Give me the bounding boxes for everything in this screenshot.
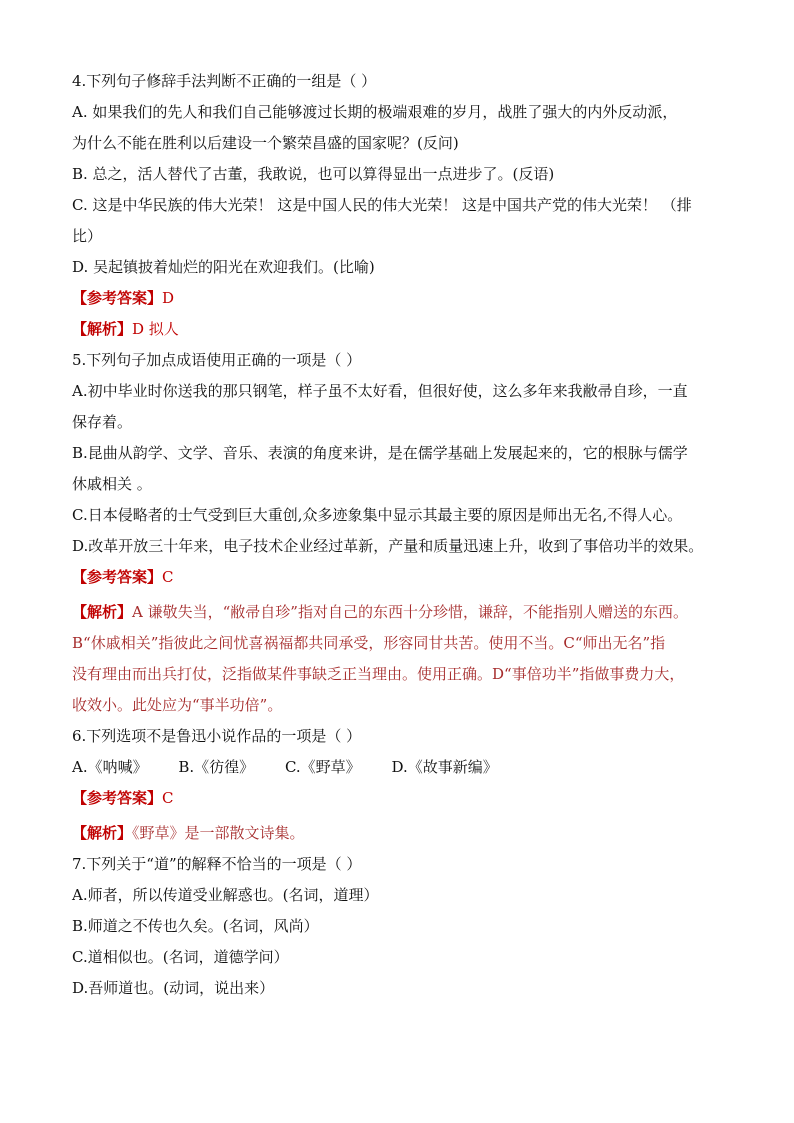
answer-label: 【参考答案】 — [72, 289, 163, 307]
option-b: B.《彷徨》 — [178, 758, 255, 776]
answer-value: D — [162, 289, 175, 307]
option-a-cont: 为什么不能在胜利以后建设一个繁荣昌盛的国家呢？(反问) — [72, 134, 459, 152]
option-b: B. 总之，活人替代了古董，我敢说，也可以算得显出一点进步了。(反语) — [72, 165, 555, 183]
analysis-line — [72, 314, 732, 345]
option-d: D.改革开放三十年来，电子技术企业经过革新，产量和质量迅速上升，收到了事倍功半的效果。 — [72, 537, 704, 555]
option-c: C.道相似也。(名词，道德学问） — [72, 948, 289, 966]
option-b: B.师道之不传也久矣。(名词，风尚） — [72, 917, 319, 935]
option-c: C.《野草》 — [284, 758, 361, 776]
question-stem: 6.下列选项不是鲁迅小说作品的一项是（ ） — [72, 727, 362, 745]
answer-value: C — [162, 789, 174, 807]
analysis-line — [72, 597, 732, 628]
analysis-label: 【解析】 — [72, 603, 133, 621]
question-stem: 4.下列句子修辞手法判断不正确的一组是（ ） — [72, 72, 377, 90]
question-7 — [72, 849, 732, 1004]
option-d: D.吾师道也。(动词，说出来） — [72, 979, 275, 997]
document-page — [72, 66, 732, 1004]
option-d: D.《故事新编》 — [391, 758, 498, 776]
option-a-cont: 保存着。 — [72, 413, 133, 431]
option-a: A.《呐喊》 — [72, 758, 148, 776]
option-d: D. 吴起镇披着灿烂的阳光在欢迎我们。(比喻) — [72, 258, 375, 276]
answer-label: 【参考答案】 — [72, 568, 163, 586]
option-a: A.初中毕业时你送我的那只钢笔，样子虽不太好看，但很好使，这么多年来我敝帚自珍，一直 — [72, 382, 688, 400]
answer-line — [72, 783, 732, 814]
option-b-cont: 休戚相关 。 — [72, 475, 152, 493]
analysis-text-cont: 没有理由而出兵打仗，泛指做某件事缺乏正当理由。使用正确。D“事倍功半”指做事费力大， — [72, 665, 685, 683]
analysis-text: A 谦敬失当，“敝帚自珍”指对自己的东西十分珍惜，谦辞，不能指别人赠送的东西。 — [132, 603, 688, 621]
question-6 — [72, 721, 732, 849]
analysis-text: D 拟人 — [132, 320, 179, 338]
answer-line — [72, 562, 732, 593]
options-row — [72, 752, 732, 783]
answer-value: C — [162, 568, 174, 586]
question-stem: 7.下列关于“道”的解释不恰当的一项是（ ） — [72, 855, 362, 873]
analysis-line — [72, 818, 732, 849]
answer-label: 【参考答案】 — [72, 789, 163, 807]
analysis-text: 《野草》是一部散文诗集。 — [132, 824, 305, 842]
analysis-text-cont: 收效小。此处应为“事半功倍”。 — [72, 696, 283, 714]
question-5 — [72, 345, 732, 721]
analysis-label: 【解析】 — [72, 320, 133, 338]
option-c: C. 这是中华民族的伟大光荣！ 这是中国人民的伟大光荣！ 这是中国共产党的伟大光荣！ （排 — [72, 196, 692, 214]
option-c-cont: 比） — [72, 227, 103, 245]
option-a: A.师者，所以传道受业解惑也。(名词，道理） — [72, 886, 379, 904]
analysis-text-cont: B“休戚相关”指彼此之间忧喜祸福都共同承受，形容同甘共苦。使用不当。C“师出无名”指 — [72, 634, 666, 652]
question-4 — [72, 66, 732, 345]
option-a: A. 如果我们的先人和我们自己能够渡过长期的极端艰难的岁月，战胜了强大的内外反动派， — [72, 103, 678, 121]
option-c: C.日本侵略者的士气受到巨大重创,众多迹象集中显示其最主要的原因是师出无名,不得人心。 — [72, 506, 683, 524]
answer-line — [72, 283, 732, 314]
question-stem: 5.下列句子加点成语使用正确的一项是（ ） — [72, 351, 362, 369]
option-b: B.昆曲从韵学、文学、音乐、表演的角度来讲，是在儒学基础上发展起来的，它的根脉与儒学 — [72, 444, 688, 462]
analysis-label: 【解析】 — [72, 824, 133, 842]
